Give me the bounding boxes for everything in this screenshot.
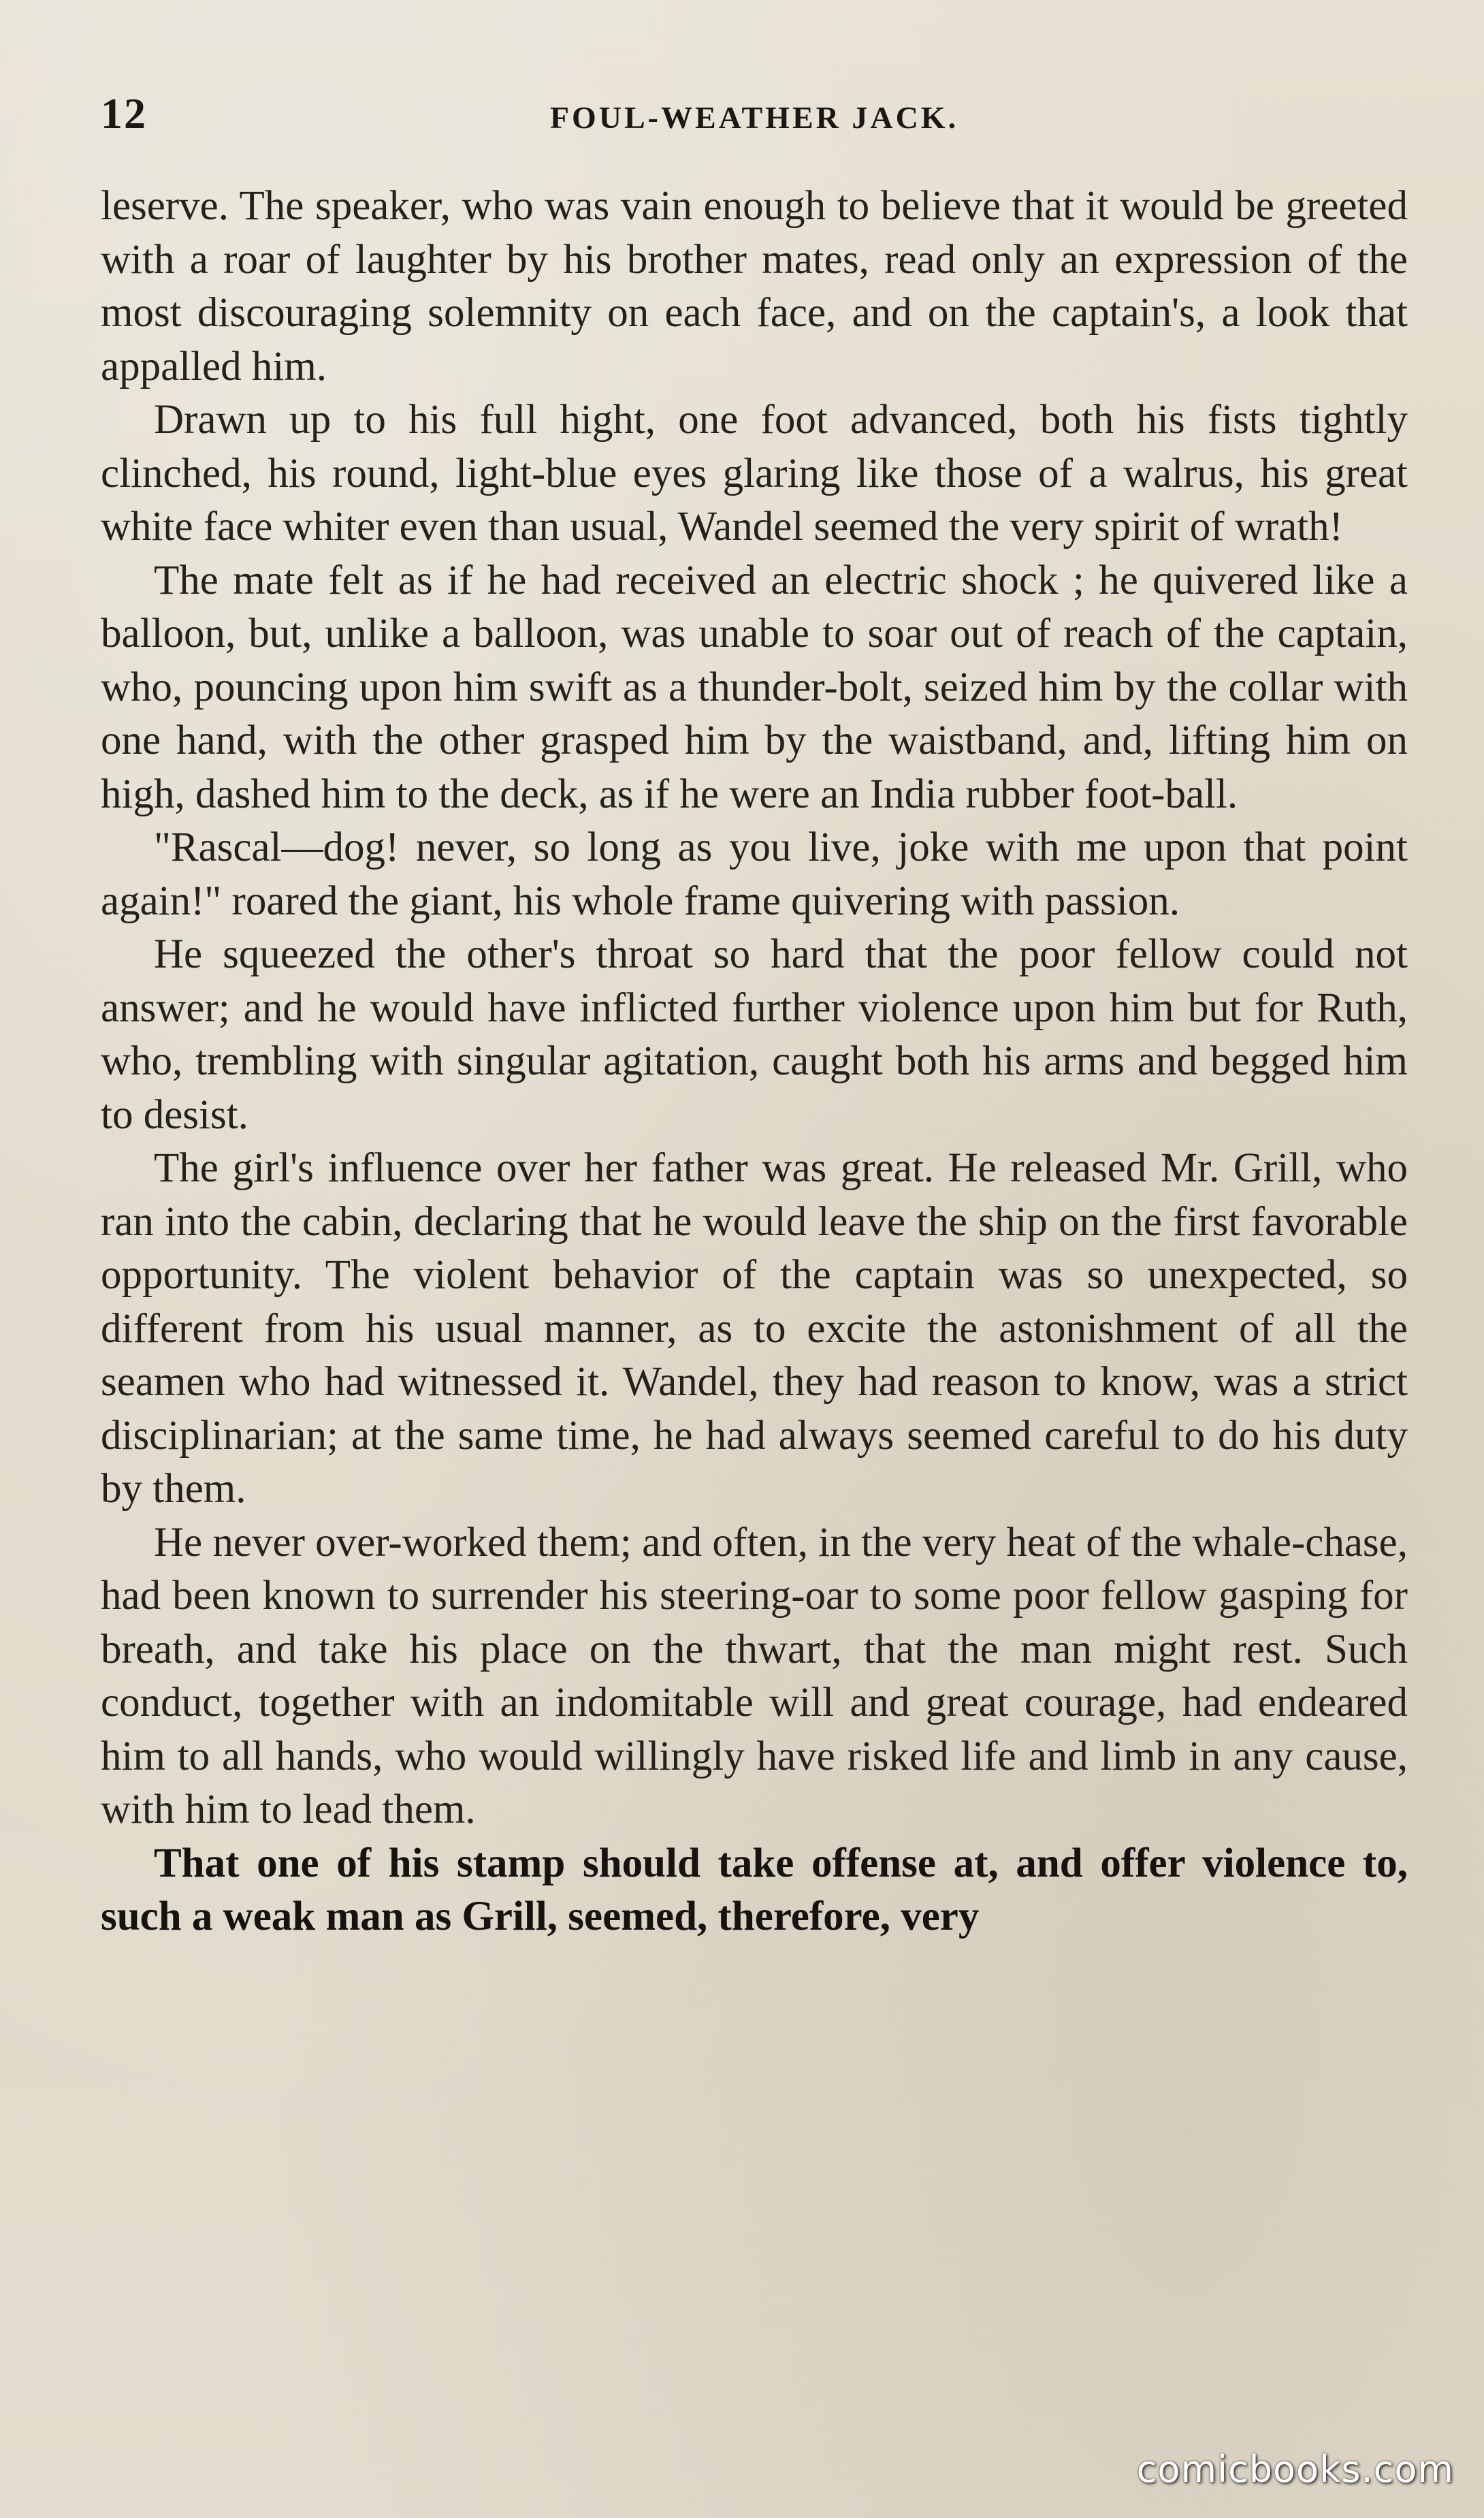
book-page bbox=[101, 89, 1408, 2472]
paragraph-7: He never over-worked them; and often, in the very heat of the whale-chase, had been known to surrender his steering-oar to some poor fellow gasping for breath, and take his place on the thwart, that the man might rest. Such conduct, together with an indomitable will and great courage, had endeared him to all hands, who would willingly have risked life and limb in any cause, with him to lead them. bbox=[101, 1519, 1408, 1832]
paragraph-8: That one of his stamp should take offense at, and offer violence to, such a weak man as Grill, seemed, therefore, very bbox=[101, 1840, 1408, 1939]
paragraph-4: "Rascal—dog! never, so long as you live, joke with me upon that point again!" roared the giant, his whole frame quivering with passion. bbox=[101, 825, 1408, 924]
page-header bbox=[101, 89, 1408, 143]
body-text bbox=[101, 180, 1408, 1944]
paragraph-1: leserve. The speaker, who was vain enough to believe that it would be greeted with a roar of laughter by his brother mates, read only an expression of the most discouraging solemnity on each face, and on the captain's, a look that appalled him. bbox=[101, 183, 1408, 389]
running-title: FOUL-WEATHER JACK. bbox=[549, 100, 959, 135]
paragraph-2: Drawn up to his full hight, one foot advanced, both his fists tightly clinched, his round, light-blue eyes glaring like those of a walrus, his great white face whiter even than usual, Wandel seemed the very spirit of wrath! bbox=[101, 397, 1408, 549]
page-number: 12 bbox=[101, 89, 147, 138]
paragraph-6: The girl's influence over her father was great. He released Mr. Grill, who ran into the cabin, declaring that he would leave the ship on the first favorable opportunity. The violent behavior of the captain was so unexpected, so different from his usual manner, as to excite the astonishment of all the seamen who had witnessed it. Wandel, they had reason to know, was a strict disciplinarian; at the same time, he had always seemed careful to do his duty by them. bbox=[101, 1145, 1408, 1512]
paragraph-5: He squeezed the other's throat so hard that the poor fellow could not answer; and he would have inflicted further violence upon him but for Ruth, who, trembling with singular agitation, caught both his arms and begged him to desist. bbox=[101, 931, 1408, 1138]
paragraph-3: The mate felt as if he had received an electric shock ; he quivered like a balloon, but, unlike a balloon, was unable to soar out of reach of the captain, who, pouncing upon him swift as a thunder-bolt, seized him by the collar with one hand, with the other grasped him by the waistband, and, lifting him on high, dashed him to the deck, as if he were an India rubber foot-ball. bbox=[101, 557, 1408, 817]
watermark: comicbooks.com bbox=[1136, 2448, 1454, 2491]
